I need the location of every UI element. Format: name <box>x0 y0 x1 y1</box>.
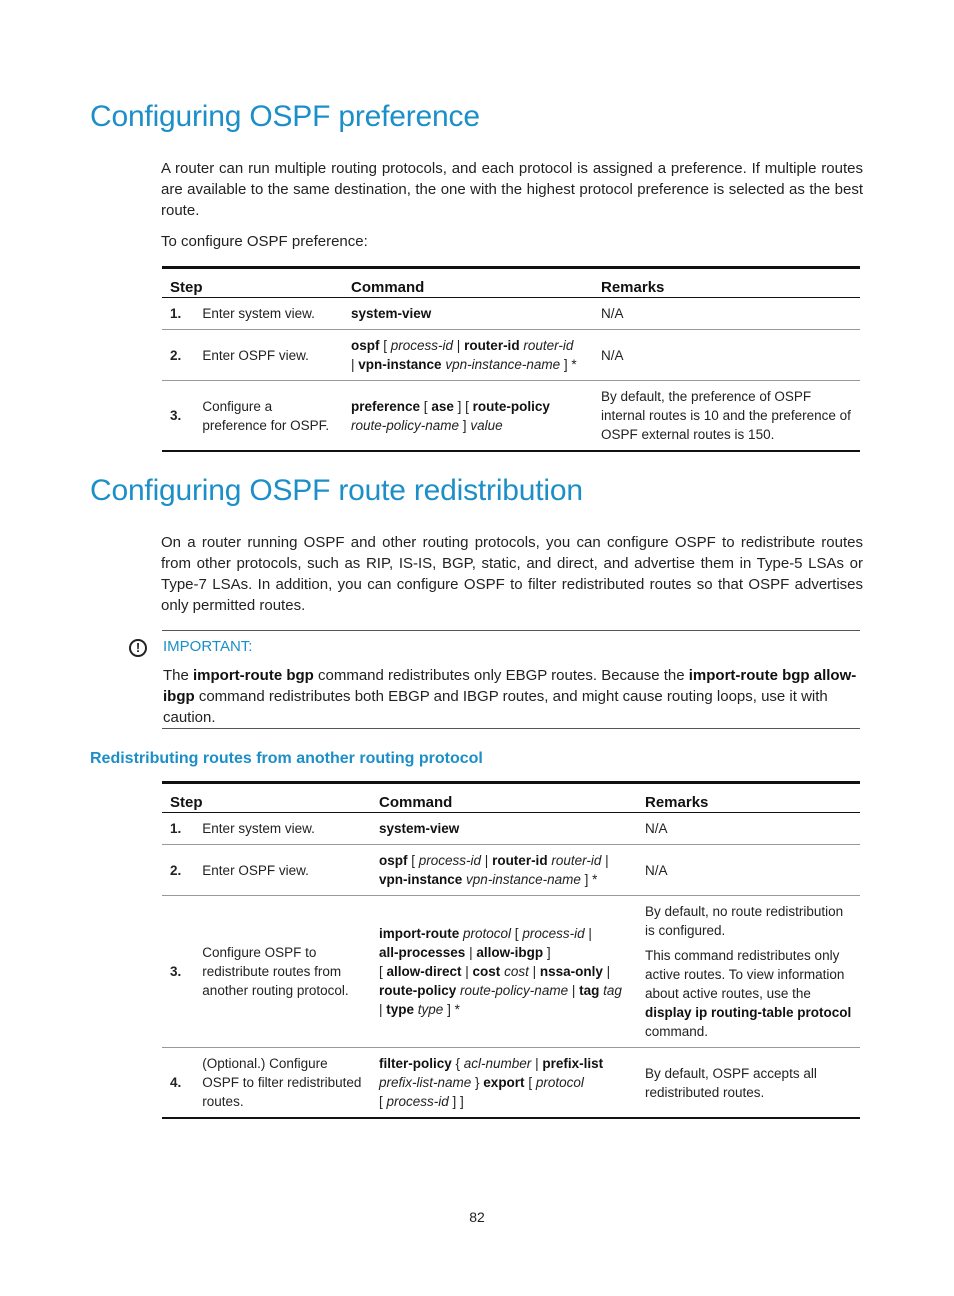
table-row <box>162 330 860 381</box>
step-description: Configure OSPF to redistribute routes from another routing protocol. <box>202 945 349 998</box>
table-row <box>162 381 860 452</box>
step-number: 1. <box>170 821 182 836</box>
section-title-route-redistribution: Configuring OSPF route redistribution <box>90 474 583 507</box>
table-header-row <box>162 783 860 813</box>
remarks-header: Remarks <box>601 279 665 296</box>
remarks-cell: N/A <box>645 821 668 836</box>
step-number: 4. <box>170 1075 182 1090</box>
intro-paragraph: On a router running OSPF and other routing protocols, you can configure OSPF to redistribute routes from other protocols, such as RIP, IS-IS, BGP, static, and direct, and advertise them in Type-5 LSAs or Type-7 LSAs. In addition, you can configure OSPF to filter redistributed routes so that OSPF advertises only permitted routes. <box>161 534 863 614</box>
important-text: The import-route bgp command redistributes only EBGP routes. Because the import-route bgp allow-ibgp command redistributes both EBGP and IBGP routes, and might cause routing loops, use it with caution. <box>163 667 857 726</box>
remarks-cell: N/A <box>645 862 668 878</box>
step-number: 3. <box>170 964 182 979</box>
step-header: Step <box>170 279 203 296</box>
command-header: Command <box>379 794 453 811</box>
step-number: 1. <box>170 306 182 321</box>
command-cell: system-view <box>379 821 460 836</box>
command-cell: ospf [ process-id | router-id router-id | vpn-instance vpn-instance-name ] * <box>379 853 609 887</box>
step-description: Enter system view. <box>202 306 315 321</box>
step-description: (Optional.) Configure OSPF to filter redistributed routes. <box>202 1056 362 1109</box>
command-cell: preference [ ase ] [ route-policy route-policy-name ] value <box>351 398 550 433</box>
exclamation-circle-icon: ! <box>129 639 147 657</box>
table-row <box>162 298 860 330</box>
step-description: Enter OSPF view. <box>202 347 309 363</box>
page-number: 82 <box>469 1209 485 1225</box>
table-header-row <box>162 268 860 298</box>
section-title-ospf-preference: Configuring OSPF preference <box>90 100 480 133</box>
remarks-cell <box>637 896 860 1048</box>
step-description: Configure a preference for OSPF. <box>202 398 330 433</box>
remarks-cell: N/A <box>601 347 624 363</box>
subsection-title: Redistributing routes from another routing protocol <box>90 750 483 767</box>
table-row <box>162 896 860 1048</box>
important-label: IMPORTANT: <box>163 638 253 655</box>
remarks-header: Remarks <box>645 794 709 811</box>
step-number: 2. <box>170 862 182 878</box>
remarks-cell: By default, the preference of OSPF internal routes is 10 and the preference of OSPF external routes is 150. <box>601 389 851 442</box>
remarks-default: By default, no route redistribution is configured. <box>645 904 844 938</box>
command-cell: import-route protocol [ process-id | all-processes | allow-ibgp ] [ allow-direct | cost cost | nssa-only | route-policy route-policy-name | tag tag | type type ] * <box>379 926 622 1017</box>
command-cell: system-view <box>351 306 432 321</box>
intro-paragraph: A router can run multiple routing protocols, and each protocol is assigned a preference. If multiple routes are available to the same destination, the one with the highest protocol preference is selected as the best route. <box>161 160 863 219</box>
table-row <box>162 1048 860 1119</box>
command-cell: ospf [ process-id | router-id router-id | vpn-instance vpn-instance-name ] * <box>351 338 577 372</box>
remarks-active-routes: This command redistributes only active routes. To view information about active routes, use the display ip routing-table protocol command. <box>645 948 852 1039</box>
preference-steps-table <box>162 266 860 452</box>
step-description: Enter system view. <box>202 821 315 836</box>
command-header: Command <box>351 279 425 296</box>
table-row <box>162 813 860 845</box>
step-number: 3. <box>170 408 182 423</box>
redistribution-steps-table <box>162 781 860 1119</box>
lead-paragraph: To configure OSPF preference: <box>161 233 368 250</box>
command-cell: filter-policy { acl-number | prefix-list prefix-list-name } export [ protocol [ process-id ] ] <box>379 1056 604 1109</box>
remarks-cell: N/A <box>601 306 624 321</box>
table-row <box>162 845 860 896</box>
step-number: 2. <box>170 347 182 363</box>
step-description: Enter OSPF view. <box>202 862 309 878</box>
step-header: Step <box>170 794 203 811</box>
remarks-cell: By default, OSPF accepts all redistributed routes. <box>645 1065 817 1100</box>
